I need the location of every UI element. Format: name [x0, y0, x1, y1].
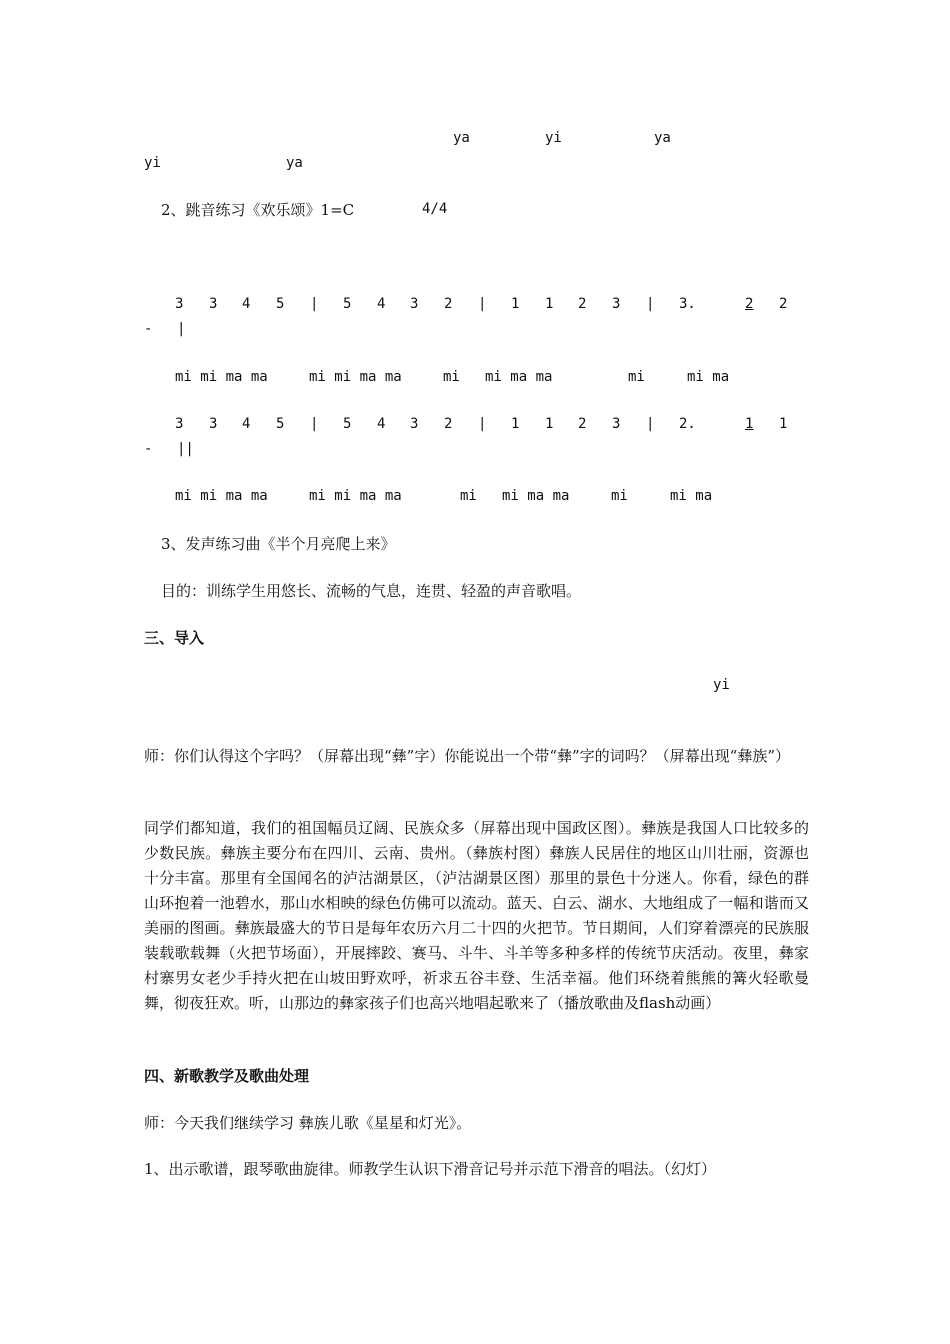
- step-1: 1、出示歌谱，跟琴歌曲旋律。师教学生认识下滑音记号并示范下滑音的唱法。（幻灯）: [144, 1160, 717, 1178]
- lyric: mi ma: [670, 488, 713, 504]
- note: 5: [343, 416, 352, 432]
- teacher-today: 师：今天我们继续学习 彝族儿歌《星星和灯光》。: [144, 1114, 472, 1132]
- time-signature: 4/4: [422, 201, 448, 217]
- lyric: mi mi ma ma: [309, 369, 402, 385]
- note: 4: [377, 296, 386, 312]
- note: 1: [545, 416, 554, 432]
- teacher-question: 师：你们认得这个字吗？（屏幕出现“彝”字）你能说出一个带“彝”字的词吗？（屏幕出现“彝族”）: [144, 747, 791, 765]
- note: 3: [175, 296, 184, 312]
- barline: |: [646, 416, 655, 432]
- lyric: mi: [611, 488, 628, 504]
- syllable: ya: [654, 130, 671, 146]
- note: 4: [242, 416, 251, 432]
- purpose-text: 目的：训练学生用悠长、流畅的气息，连贯、轻盈的声音歌唱。: [161, 582, 582, 600]
- exercise-2-title: 2、跳音练习《欢乐颂》1=C: [161, 201, 355, 219]
- end-barline: ||: [177, 441, 194, 457]
- barline: |: [478, 296, 487, 312]
- lyric: mi mi ma ma: [175, 369, 268, 385]
- lyric: mi ma: [687, 369, 730, 385]
- note: 5: [276, 416, 285, 432]
- lyric: mi mi ma ma: [309, 488, 402, 504]
- note: 2: [578, 416, 587, 432]
- lyric: mi: [460, 488, 477, 504]
- syllable: ya: [286, 155, 303, 171]
- section-3-heading: 三、导入: [144, 629, 205, 647]
- barline: |: [177, 321, 186, 337]
- syllable: ya: [453, 130, 470, 146]
- note: 1: [779, 416, 788, 432]
- note-underlined: 2: [745, 296, 754, 312]
- note: 4: [242, 296, 251, 312]
- note: 3: [612, 296, 621, 312]
- note: 1: [511, 416, 520, 432]
- intro-paragraph: 同学们都知道，我们的祖国幅员辽阔、民族众多（屏幕出现中国政区图）。彝族是我国人口比较多的少数民族。彝族主要分布在四川、云南、贵州。（彝族村图）彝族人民居住的地区山川壮丽，资源也十分丰富。那里有全国闻名的泸沽湖景区，（泸沽湖景区图）那里的景色十分迷人。你看，绿色的群山环抱着一池碧水，那山水相映的绿色仿佛可以流动。蓝天、白云、湖水、大地组成了一幅和谐而又美丽的图画。彝族最盛大的节日是每年农历六月二十四的火把节。节日期间，人们穿着漂亮的民族服装载歌载舞（火把节场面），开展摔跤、赛马、斗牛、斗羊等多种多样的传统节庆活动。夜里，彝家村寨男女老少手持火把在山坡田野欢呼，祈求五谷丰登、生活幸福。他们环绕着熊熊的篝火轻歌曼舞，彻夜狂欢。听，山那边的彝家孩子们也高兴地唱起歌来了（播放歌曲及flash动画）: [144, 819, 809, 1012]
- dash: -: [144, 321, 153, 337]
- note: 3: [410, 416, 419, 432]
- barline: |: [646, 296, 655, 312]
- note: 2: [444, 296, 453, 312]
- note: 3: [410, 296, 419, 312]
- note: 3: [209, 296, 218, 312]
- note: 5: [343, 296, 352, 312]
- barline: |: [478, 416, 487, 432]
- lyric: mi ma ma: [485, 369, 553, 385]
- note: 3: [209, 416, 218, 432]
- syllable: yi: [545, 130, 562, 146]
- barline: |: [310, 296, 319, 312]
- note: 5: [276, 296, 285, 312]
- syllable: yi: [144, 155, 161, 171]
- note: 3.: [679, 296, 696, 312]
- note: 1: [545, 296, 554, 312]
- lyric: mi: [443, 369, 460, 385]
- lyric: mi mi ma ma: [175, 488, 268, 504]
- dash: -: [144, 441, 153, 457]
- note: 1: [511, 296, 520, 312]
- section-4-heading: 四、新歌教学及歌曲处理: [144, 1067, 310, 1085]
- note: 3: [612, 416, 621, 432]
- note: 2: [578, 296, 587, 312]
- pinyin-annotation: yi: [713, 677, 730, 693]
- note: 2: [444, 416, 453, 432]
- lyric: mi ma ma: [502, 488, 570, 504]
- lyric: mi: [628, 369, 645, 385]
- note: 3: [175, 416, 184, 432]
- note-underlined: 1: [745, 416, 754, 432]
- exercise-3-title: 3、发声练习曲《半个月亮爬上来》: [161, 535, 396, 553]
- note: 2.: [679, 416, 696, 432]
- barline: |: [310, 416, 319, 432]
- note: 2: [779, 296, 788, 312]
- note: 4: [377, 416, 386, 432]
